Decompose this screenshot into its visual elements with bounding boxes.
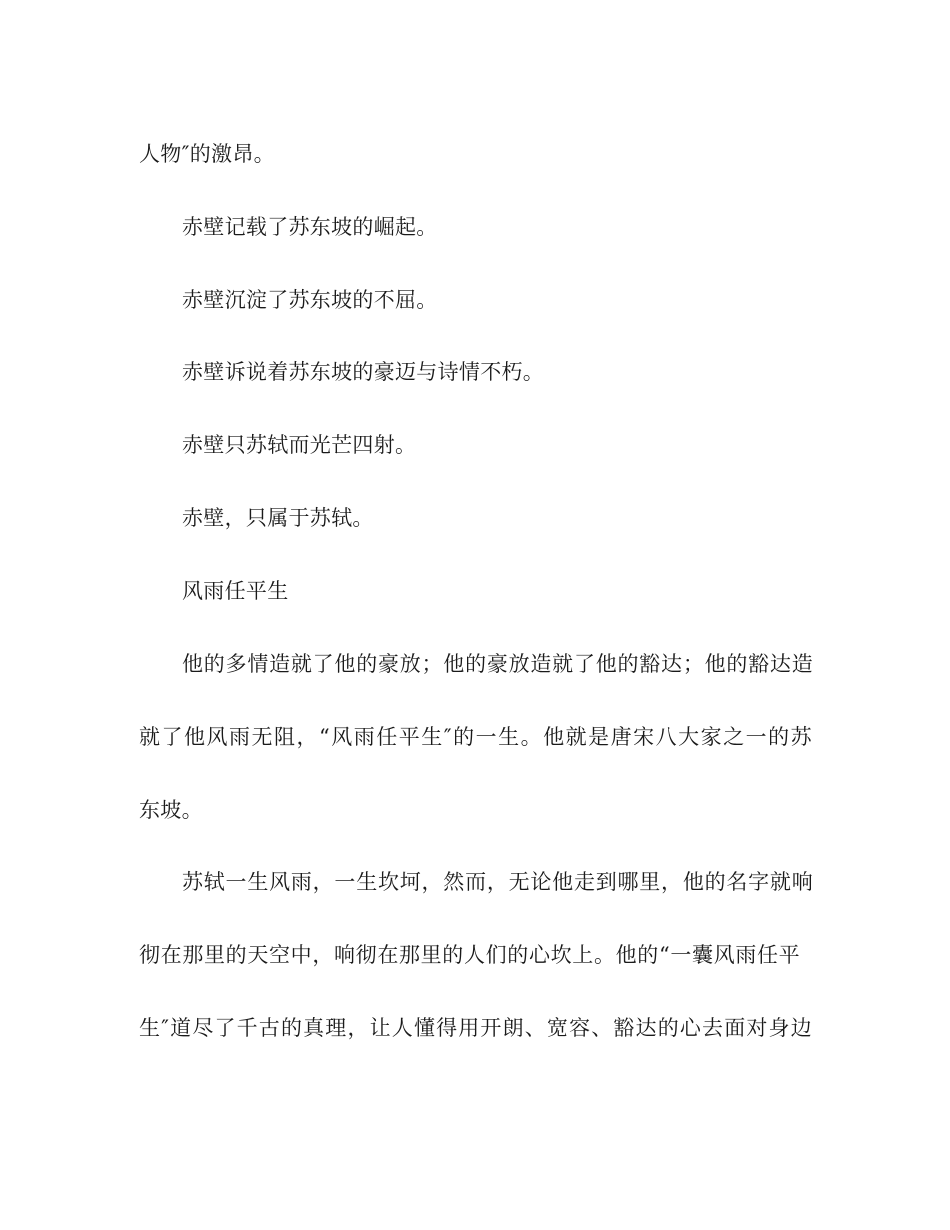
text-line-2: 赤壁记载了苏东坡的崛起。 [182, 215, 438, 239]
text-line-11: 苏轼一生风雨，一生坎坷，然而，无论他走到哪里，他的名字就响 [182, 870, 813, 894]
text-line-5: 赤壁只苏轼而光芒四射。 [182, 433, 417, 457]
text-line-8: 他的多情造就了他的豪放；他的豪放造就了他的豁达；他的豁达造 [182, 652, 813, 676]
text-line-12: 彻在那里的天空中，响彻在那里的人们的心坎上。他的“一囊风雨任平 [139, 943, 800, 967]
text-line-13: 生″道尽了千古的真理，让人懂得用开朗、宽容、豁达的心去面对身边 [139, 1016, 812, 1040]
text-line-10: 东坡。 [139, 798, 203, 822]
text-line-1: 人物″的激昂。 [139, 142, 275, 166]
text-line-6: 赤壁，只属于苏轼。 [182, 506, 374, 530]
text-line-3: 赤壁沉淀了苏东坡的不屈。 [182, 288, 438, 312]
text-line-4: 赤壁诉说着苏东坡的豪迈与诗情不朽。 [182, 360, 545, 384]
section-heading: 风雨任平生 [182, 579, 289, 603]
text-line-9: 就了他风雨无阻，“风雨任平生″的一生。他就是唐宋八大家之一的苏 [139, 725, 812, 749]
